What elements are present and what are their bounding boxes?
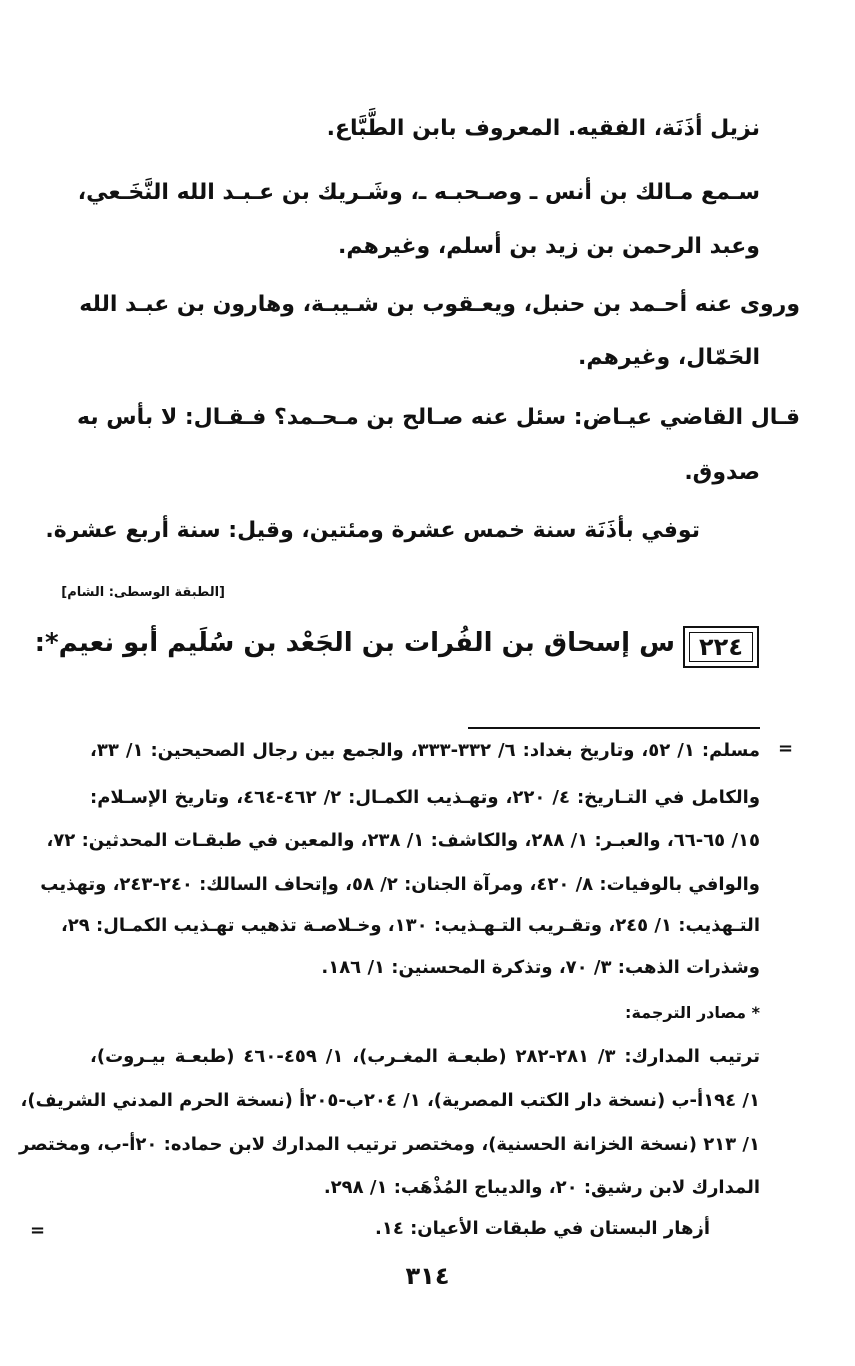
body-line: صدوق. [684,460,760,485]
body-line: قـال القاضي عيـاض: سئل عنه صـالح بن مـحـمد؟ فـقـال: لا بأس به [77,405,800,430]
footnote-line: مسلم: ١/ ٥٢، وتاريخ بغداد: ٦/ ٣٣٢-٣٣٣، والجمع بين رجال الصحيحين: ١/ ٣٣، [90,740,761,761]
entry-number-box [683,626,759,668]
body-line: توفي بأذَنَة سنة خمس عشرة ومئتين، وقيل: سنة أربع عشرة. [45,518,700,543]
footnote-line: وشذرات الذهب: ٣/ ٧٠، وتذكرة المحسنين: ١/ ١٨٦. [321,957,760,978]
entry-title: س إسحاق بن الفُرات بن الجَعْد بن سُلَيم أبو نعيم*: [34,628,675,658]
source-line: أزهار البستان في طبقات الأعيان: ١٤. [375,1218,710,1239]
footnote-line: ١٥/ ٦٥-٦٦، والعبـر: ١/ ٢٨٨، والكاشف: ١/ ٢٣٨، والمعين في طبقـات المحدثين: ٧٢، [46,830,760,851]
body-line: الحَمّال، وغيرهم. [577,345,760,370]
footnote-line: والكامل في التـاريخ: ٤/ ٢٢٠، وتهـذيب الكمـال: ٢/ ٤٦٢-٤٦٤، وتاريخ الإسـلام: [90,787,761,808]
body-line: وعبد الرحمن بن زيد بن أسلم، وغيرهم. [338,234,760,259]
entry-number: ٢٢٤ [699,633,743,661]
body-line: سـمع مـالك بن أنس ـ وصـحبـه ـ، وشَـريك بن عـبـد الله النَّخَـعي، [77,180,760,205]
source-line: ترتيب المدارك: ٣/ ٢٨١-٢٨٢ (طبعـة المغـرب)، ١/ ٤٥٩-٤٦٠ (طبعـة بيـروت)، [90,1046,761,1067]
entry-category: [الطبقة الوسطى: الشام] [61,585,225,600]
body-line: وروى عنه أحـمد بن حنبل، ويعـقوب بن شـيبـة، وهارون بن عبـد الله [79,292,800,317]
source-line: المدارك لابن رشيق: ٢٠، والديباج المُذْهَب: ١/ ٢٩٨. [323,1177,760,1198]
page-number: ٣١٤ [405,1262,450,1290]
continuation-mark: = [778,738,794,759]
footnote-separator [468,727,760,729]
footnote-line: والوافي بالوفيات: ٨/ ٤٢٠، ومرآة الجنان: ٢/ ٥٨، وإتحاف السالك: ٢٤٠-٢٤٣، وتهذيب [40,874,760,895]
source-line: ١/ ٢١٣ (نسخة الخزانة الحسنية)، ومختصر ترتيب المدارك لابن حماده: ٢٠أ-ب، ومختصر [19,1134,760,1155]
sources-heading: * مصادر الترجمة: [625,1003,760,1022]
footnote-line: التـهذيب: ١/ ٢٤٥، وتقـريب التـهـذيب: ١٣٠، وخـلاصـة تذهيب تهـذيب الكمـال: ٢٩، [60,915,760,936]
source-line: ١/ ١٩٤أ-ب (نسخة دار الكتب المصرية)، ١/ ٢٠٤ب-٢٠٥أ (نسخة الحرم المدني الشريف)، [20,1090,760,1111]
body-line: نزيل أذَنَة، الفقيه. المعروف بابن الطَّبَّاع. [326,116,760,141]
end-mark: = [30,1220,46,1241]
